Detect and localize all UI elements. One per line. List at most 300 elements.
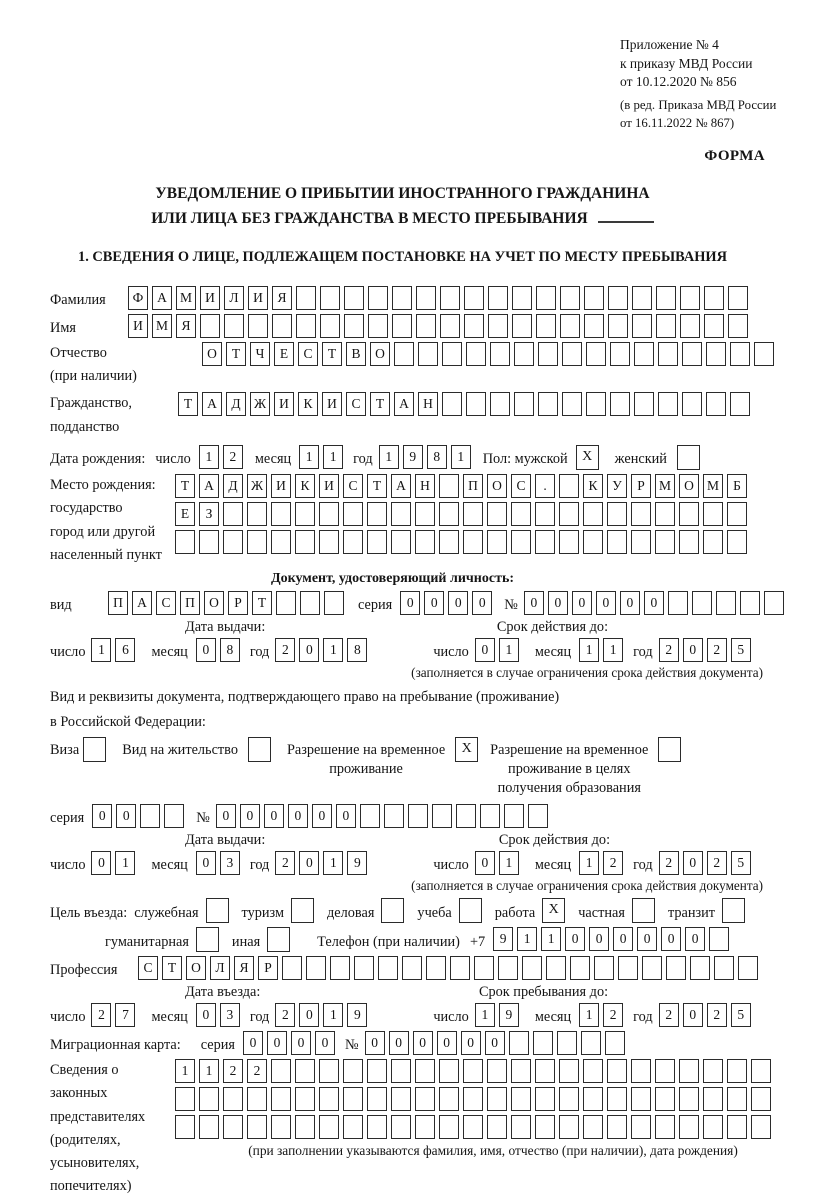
char-cell[interactable]: 0	[336, 804, 356, 828]
char-cell[interactable]	[487, 1059, 507, 1083]
char-cell[interactable]: Т	[322, 342, 342, 366]
char-cell[interactable]: 2	[275, 638, 295, 662]
char-cell[interactable]	[656, 314, 676, 338]
char-cell[interactable]	[730, 342, 750, 366]
char-cell[interactable]: 0	[288, 804, 308, 828]
char-cell[interactable]	[581, 1031, 601, 1055]
char-cell[interactable]	[562, 342, 582, 366]
char-cell[interactable]: 0	[299, 1003, 319, 1027]
char-cell[interactable]	[535, 530, 555, 554]
char-cell[interactable]: 7	[115, 1003, 135, 1027]
char-cell[interactable]: Т	[175, 474, 195, 498]
char-cell[interactable]	[679, 502, 699, 526]
char-cell[interactable]	[703, 1087, 723, 1111]
char-cell[interactable]	[271, 1087, 291, 1111]
char-cell[interactable]: Я	[234, 956, 254, 980]
char-cell[interactable]	[642, 956, 662, 980]
char-cell[interactable]	[271, 1115, 291, 1139]
char-cell[interactable]	[391, 1059, 411, 1083]
char-cell[interactable]	[199, 1087, 219, 1111]
char-cell[interactable]: 0	[267, 1031, 287, 1055]
char-cell[interactable]	[751, 1087, 771, 1111]
char-cell[interactable]	[570, 956, 590, 980]
char-cell[interactable]	[504, 804, 524, 828]
checkbox-purpose-tourism[interactable]	[291, 898, 314, 923]
char-cell[interactable]: А	[391, 474, 411, 498]
char-cell[interactable]	[295, 1059, 315, 1083]
char-cell[interactable]	[511, 502, 531, 526]
char-cell[interactable]	[247, 1087, 267, 1111]
char-cell[interactable]	[271, 502, 291, 526]
char-cell[interactable]: 0	[299, 851, 319, 875]
char-cell[interactable]	[271, 1059, 291, 1083]
char-cell[interactable]	[490, 392, 510, 416]
char-cell[interactable]	[656, 286, 676, 310]
char-cell[interactable]	[295, 530, 315, 554]
char-cell[interactable]: Д	[223, 474, 243, 498]
char-cell[interactable]: 0	[683, 638, 703, 662]
char-cell[interactable]	[727, 502, 747, 526]
char-cell[interactable]: 2	[247, 1059, 267, 1083]
char-cell[interactable]: П	[108, 591, 128, 615]
checkbox-temp-residence[interactable]: X	[455, 737, 478, 762]
char-cell[interactable]	[682, 392, 702, 416]
char-cell[interactable]: 2	[275, 851, 295, 875]
char-cell[interactable]	[466, 392, 486, 416]
char-cell[interactable]	[512, 314, 532, 338]
char-cell[interactable]	[490, 342, 510, 366]
char-cell[interactable]	[586, 342, 606, 366]
char-cell[interactable]	[415, 1115, 435, 1139]
char-cell[interactable]	[324, 591, 344, 615]
char-cell[interactable]	[583, 1115, 603, 1139]
char-cell[interactable]	[223, 502, 243, 526]
char-cell[interactable]	[463, 502, 483, 526]
char-cell[interactable]	[343, 1087, 363, 1111]
char-cell[interactable]	[440, 286, 460, 310]
char-cell[interactable]: 1	[323, 851, 343, 875]
char-cell[interactable]	[727, 1087, 747, 1111]
char-cell[interactable]: 1	[499, 851, 519, 875]
char-cell[interactable]	[714, 956, 734, 980]
char-cell[interactable]	[560, 286, 580, 310]
char-cell[interactable]: 2	[659, 851, 679, 875]
char-cell[interactable]: Л	[210, 956, 230, 980]
char-cell[interactable]: Ч	[250, 342, 270, 366]
char-cell[interactable]	[668, 591, 688, 615]
char-cell[interactable]: М	[152, 314, 172, 338]
char-cell[interactable]: А	[394, 392, 414, 416]
char-cell[interactable]: 1	[91, 638, 111, 662]
char-cell[interactable]: Т	[226, 342, 246, 366]
char-cell[interactable]	[463, 1115, 483, 1139]
char-cell[interactable]	[439, 530, 459, 554]
char-cell[interactable]: 1	[517, 927, 537, 951]
char-cell[interactable]	[367, 1059, 387, 1083]
char-cell[interactable]: 9	[403, 445, 423, 469]
char-cell[interactable]	[727, 1115, 747, 1139]
char-cell[interactable]	[680, 286, 700, 310]
char-cell[interactable]	[583, 1087, 603, 1111]
char-cell[interactable]	[466, 342, 486, 366]
char-cell[interactable]: К	[583, 474, 603, 498]
char-cell[interactable]: С	[156, 591, 176, 615]
char-cell[interactable]	[392, 314, 412, 338]
char-cell[interactable]	[703, 1115, 723, 1139]
char-cell[interactable]	[607, 1087, 627, 1111]
char-cell[interactable]: 0	[448, 591, 468, 615]
char-cell[interactable]: 0	[365, 1031, 385, 1055]
char-cell[interactable]: И	[271, 474, 291, 498]
char-cell[interactable]	[559, 1115, 579, 1139]
char-cell[interactable]: 9	[499, 1003, 519, 1027]
char-cell[interactable]: 0	[264, 804, 284, 828]
char-cell[interactable]	[343, 530, 363, 554]
char-cell[interactable]	[535, 1087, 555, 1111]
char-cell[interactable]	[679, 530, 699, 554]
char-cell[interactable]: 1	[115, 851, 135, 875]
char-cell[interactable]	[164, 804, 184, 828]
char-cell[interactable]	[487, 1087, 507, 1111]
char-cell[interactable]: Р	[258, 956, 278, 980]
char-cell[interactable]: 0	[437, 1031, 457, 1055]
char-cell[interactable]	[680, 314, 700, 338]
char-cell[interactable]	[679, 1087, 699, 1111]
char-cell[interactable]	[248, 314, 268, 338]
char-cell[interactable]	[378, 956, 398, 980]
char-cell[interactable]: 0	[413, 1031, 433, 1055]
char-cell[interactable]	[488, 314, 508, 338]
char-cell[interactable]	[512, 286, 532, 310]
char-cell[interactable]	[727, 1059, 747, 1083]
char-cell[interactable]: О	[186, 956, 206, 980]
char-cell[interactable]	[223, 1087, 243, 1111]
char-cell[interactable]	[535, 1059, 555, 1083]
char-cell[interactable]	[754, 342, 774, 366]
char-cell[interactable]	[605, 1031, 625, 1055]
char-cell[interactable]	[559, 530, 579, 554]
char-cell[interactable]: 1	[323, 638, 343, 662]
char-cell[interactable]: И	[200, 286, 220, 310]
char-cell[interactable]: 1	[379, 445, 399, 469]
char-cell[interactable]	[247, 502, 267, 526]
char-cell[interactable]	[706, 342, 726, 366]
char-cell[interactable]	[740, 591, 760, 615]
char-cell[interactable]: 8	[427, 445, 447, 469]
char-cell[interactable]: Ж	[247, 474, 267, 498]
char-cell[interactable]	[658, 342, 678, 366]
char-cell[interactable]	[464, 286, 484, 310]
char-cell[interactable]	[511, 1087, 531, 1111]
char-cell[interactable]	[199, 1115, 219, 1139]
char-cell[interactable]	[655, 530, 675, 554]
char-cell[interactable]	[703, 502, 723, 526]
char-cell[interactable]	[392, 286, 412, 310]
char-cell[interactable]	[738, 956, 758, 980]
char-cell[interactable]	[368, 314, 388, 338]
char-cell[interactable]	[610, 342, 630, 366]
char-cell[interactable]	[559, 502, 579, 526]
char-cell[interactable]: 8	[347, 638, 367, 662]
char-cell[interactable]: О	[679, 474, 699, 498]
char-cell[interactable]	[498, 956, 518, 980]
char-cell[interactable]	[509, 1031, 529, 1055]
char-cell[interactable]	[200, 314, 220, 338]
char-cell[interactable]	[320, 286, 340, 310]
char-cell[interactable]	[682, 342, 702, 366]
char-cell[interactable]	[583, 1059, 603, 1083]
char-cell[interactable]: 0	[475, 851, 495, 875]
char-cell[interactable]	[607, 530, 627, 554]
char-cell[interactable]	[538, 342, 558, 366]
char-cell[interactable]	[463, 1087, 483, 1111]
char-cell[interactable]: 9	[493, 927, 513, 951]
char-cell[interactable]	[175, 1087, 195, 1111]
char-cell[interactable]	[320, 314, 340, 338]
char-cell[interactable]	[343, 502, 363, 526]
char-cell[interactable]: С	[346, 392, 366, 416]
char-cell[interactable]	[607, 1115, 627, 1139]
char-cell[interactable]	[560, 314, 580, 338]
char-cell[interactable]: Т	[252, 591, 272, 615]
char-cell[interactable]	[607, 502, 627, 526]
char-cell[interactable]	[330, 956, 350, 980]
char-cell[interactable]	[704, 286, 724, 310]
char-cell[interactable]	[751, 1059, 771, 1083]
checkbox-purpose-private[interactable]	[632, 898, 655, 923]
char-cell[interactable]	[514, 342, 534, 366]
char-cell[interactable]	[608, 314, 628, 338]
char-cell[interactable]: 0	[472, 591, 492, 615]
checkbox-purpose-official[interactable]	[206, 898, 229, 923]
char-cell[interactable]	[247, 1115, 267, 1139]
char-cell[interactable]: Т	[178, 392, 198, 416]
char-cell[interactable]: 0	[685, 927, 705, 951]
char-cell[interactable]	[354, 956, 374, 980]
char-cell[interactable]	[538, 392, 558, 416]
char-cell[interactable]: Ж	[250, 392, 270, 416]
char-cell[interactable]	[319, 530, 339, 554]
char-cell[interactable]: А	[132, 591, 152, 615]
char-cell[interactable]: Т	[162, 956, 182, 980]
char-cell[interactable]: И	[274, 392, 294, 416]
char-cell[interactable]	[557, 1031, 577, 1055]
char-cell[interactable]: 0	[524, 591, 544, 615]
char-cell[interactable]	[522, 956, 542, 980]
char-cell[interactable]	[442, 342, 462, 366]
checkbox-sex-male[interactable]: X	[576, 445, 599, 470]
char-cell[interactable]: С	[511, 474, 531, 498]
char-cell[interactable]: Р	[228, 591, 248, 615]
char-cell[interactable]	[511, 530, 531, 554]
char-cell[interactable]	[514, 392, 534, 416]
char-cell[interactable]	[709, 927, 729, 951]
char-cell[interactable]	[583, 502, 603, 526]
char-cell[interactable]	[295, 1115, 315, 1139]
checkbox-purpose-transit[interactable]	[722, 898, 745, 923]
char-cell[interactable]: 2	[707, 1003, 727, 1027]
checkbox-purpose-business[interactable]	[381, 898, 404, 923]
char-cell[interactable]	[391, 502, 411, 526]
char-cell[interactable]: 2	[223, 1059, 243, 1083]
char-cell[interactable]: 0	[548, 591, 568, 615]
char-cell[interactable]: .	[535, 474, 555, 498]
char-cell[interactable]: 0	[92, 804, 112, 828]
char-cell[interactable]	[464, 314, 484, 338]
char-cell[interactable]: 2	[603, 1003, 623, 1027]
char-cell[interactable]	[415, 530, 435, 554]
char-cell[interactable]	[306, 956, 326, 980]
char-cell[interactable]: 1	[475, 1003, 495, 1027]
char-cell[interactable]: 0	[661, 927, 681, 951]
char-cell[interactable]: Т	[367, 474, 387, 498]
checkbox-purpose-study[interactable]	[459, 898, 482, 923]
char-cell[interactable]	[247, 530, 267, 554]
char-cell[interactable]	[343, 1059, 363, 1083]
char-cell[interactable]	[706, 392, 726, 416]
char-cell[interactable]: С	[138, 956, 158, 980]
char-cell[interactable]	[631, 1059, 651, 1083]
char-cell[interactable]	[319, 1059, 339, 1083]
char-cell[interactable]	[559, 474, 579, 498]
checkbox-residence-permit[interactable]	[248, 737, 271, 762]
char-cell[interactable]: 1	[199, 1059, 219, 1083]
char-cell[interactable]	[367, 1115, 387, 1139]
char-cell[interactable]: Е	[274, 342, 294, 366]
char-cell[interactable]: 0	[196, 638, 216, 662]
char-cell[interactable]: З	[199, 502, 219, 526]
char-cell[interactable]	[618, 956, 638, 980]
char-cell[interactable]: 2	[707, 638, 727, 662]
char-cell[interactable]: П	[180, 591, 200, 615]
checkbox-purpose-humanitarian[interactable]	[196, 927, 219, 952]
char-cell[interactable]	[450, 956, 470, 980]
char-cell[interactable]	[384, 804, 404, 828]
char-cell[interactable]	[608, 286, 628, 310]
char-cell[interactable]	[584, 286, 604, 310]
char-cell[interactable]	[562, 392, 582, 416]
char-cell[interactable]	[692, 591, 712, 615]
char-cell[interactable]	[487, 502, 507, 526]
char-cell[interactable]: 1	[323, 445, 343, 469]
char-cell[interactable]	[319, 1087, 339, 1111]
checkbox-purpose-work[interactable]: X	[542, 898, 565, 923]
char-cell[interactable]: М	[703, 474, 723, 498]
char-cell[interactable]	[442, 392, 462, 416]
char-cell[interactable]: О	[370, 342, 390, 366]
char-cell[interactable]: 0	[240, 804, 260, 828]
char-cell[interactable]: 0	[683, 851, 703, 875]
char-cell[interactable]	[666, 956, 686, 980]
char-cell[interactable]: К	[298, 392, 318, 416]
char-cell[interactable]: Е	[175, 502, 195, 526]
char-cell[interactable]	[418, 342, 438, 366]
char-cell[interactable]	[658, 392, 678, 416]
char-cell[interactable]: 5	[731, 851, 751, 875]
char-cell[interactable]: 0	[389, 1031, 409, 1055]
char-cell[interactable]	[402, 956, 422, 980]
char-cell[interactable]: 2	[707, 851, 727, 875]
char-cell[interactable]	[704, 314, 724, 338]
char-cell[interactable]	[439, 1115, 459, 1139]
char-cell[interactable]: 0	[400, 591, 420, 615]
char-cell[interactable]: И	[128, 314, 148, 338]
char-cell[interactable]: 3	[220, 1003, 240, 1027]
char-cell[interactable]	[175, 530, 195, 554]
char-cell[interactable]	[463, 1059, 483, 1083]
char-cell[interactable]: 0	[461, 1031, 481, 1055]
char-cell[interactable]: 0	[196, 1003, 216, 1027]
char-cell[interactable]: 0	[485, 1031, 505, 1055]
checkbox-sex-female[interactable]	[677, 445, 700, 470]
char-cell[interactable]: 1	[175, 1059, 195, 1083]
char-cell[interactable]	[583, 530, 603, 554]
char-cell[interactable]	[488, 286, 508, 310]
char-cell[interactable]	[408, 804, 428, 828]
char-cell[interactable]	[276, 591, 296, 615]
char-cell[interactable]: 0	[596, 591, 616, 615]
char-cell[interactable]	[584, 314, 604, 338]
char-cell[interactable]: 1	[541, 927, 561, 951]
char-cell[interactable]: Р	[631, 474, 651, 498]
char-cell[interactable]	[439, 1059, 459, 1083]
char-cell[interactable]	[679, 1059, 699, 1083]
char-cell[interactable]	[634, 342, 654, 366]
char-cell[interactable]: 2	[659, 1003, 679, 1027]
char-cell[interactable]	[319, 1115, 339, 1139]
char-cell[interactable]: 0	[572, 591, 592, 615]
char-cell[interactable]: 0	[315, 1031, 335, 1055]
char-cell[interactable]	[679, 1115, 699, 1139]
char-cell[interactable]: А	[199, 474, 219, 498]
char-cell[interactable]: 0	[613, 927, 633, 951]
char-cell[interactable]: 1	[299, 445, 319, 469]
char-cell[interactable]	[487, 530, 507, 554]
char-cell[interactable]	[535, 1115, 555, 1139]
char-cell[interactable]	[463, 530, 483, 554]
char-cell[interactable]: 0	[644, 591, 664, 615]
char-cell[interactable]	[631, 530, 651, 554]
char-cell[interactable]	[140, 804, 160, 828]
char-cell[interactable]	[690, 956, 710, 980]
char-cell[interactable]	[456, 804, 476, 828]
char-cell[interactable]: О	[202, 342, 222, 366]
checkbox-purpose-other[interactable]	[267, 927, 290, 952]
char-cell[interactable]	[432, 804, 452, 828]
char-cell[interactable]	[631, 502, 651, 526]
char-cell[interactable]	[360, 804, 380, 828]
char-cell[interactable]: 0	[424, 591, 444, 615]
char-cell[interactable]: В	[346, 342, 366, 366]
char-cell[interactable]	[634, 392, 654, 416]
char-cell[interactable]: М	[655, 474, 675, 498]
char-cell[interactable]	[224, 314, 244, 338]
char-cell[interactable]: 5	[731, 1003, 751, 1027]
checkbox-temp-edu[interactable]	[658, 737, 681, 762]
char-cell[interactable]: 0	[565, 927, 585, 951]
char-cell[interactable]	[343, 1115, 363, 1139]
char-cell[interactable]	[367, 1087, 387, 1111]
char-cell[interactable]: 1	[579, 1003, 599, 1027]
char-cell[interactable]	[199, 530, 219, 554]
char-cell[interactable]	[728, 286, 748, 310]
char-cell[interactable]	[439, 1087, 459, 1111]
char-cell[interactable]	[272, 314, 292, 338]
char-cell[interactable]: 1	[451, 445, 471, 469]
char-cell[interactable]	[511, 1115, 531, 1139]
char-cell[interactable]	[728, 314, 748, 338]
char-cell[interactable]	[282, 956, 302, 980]
